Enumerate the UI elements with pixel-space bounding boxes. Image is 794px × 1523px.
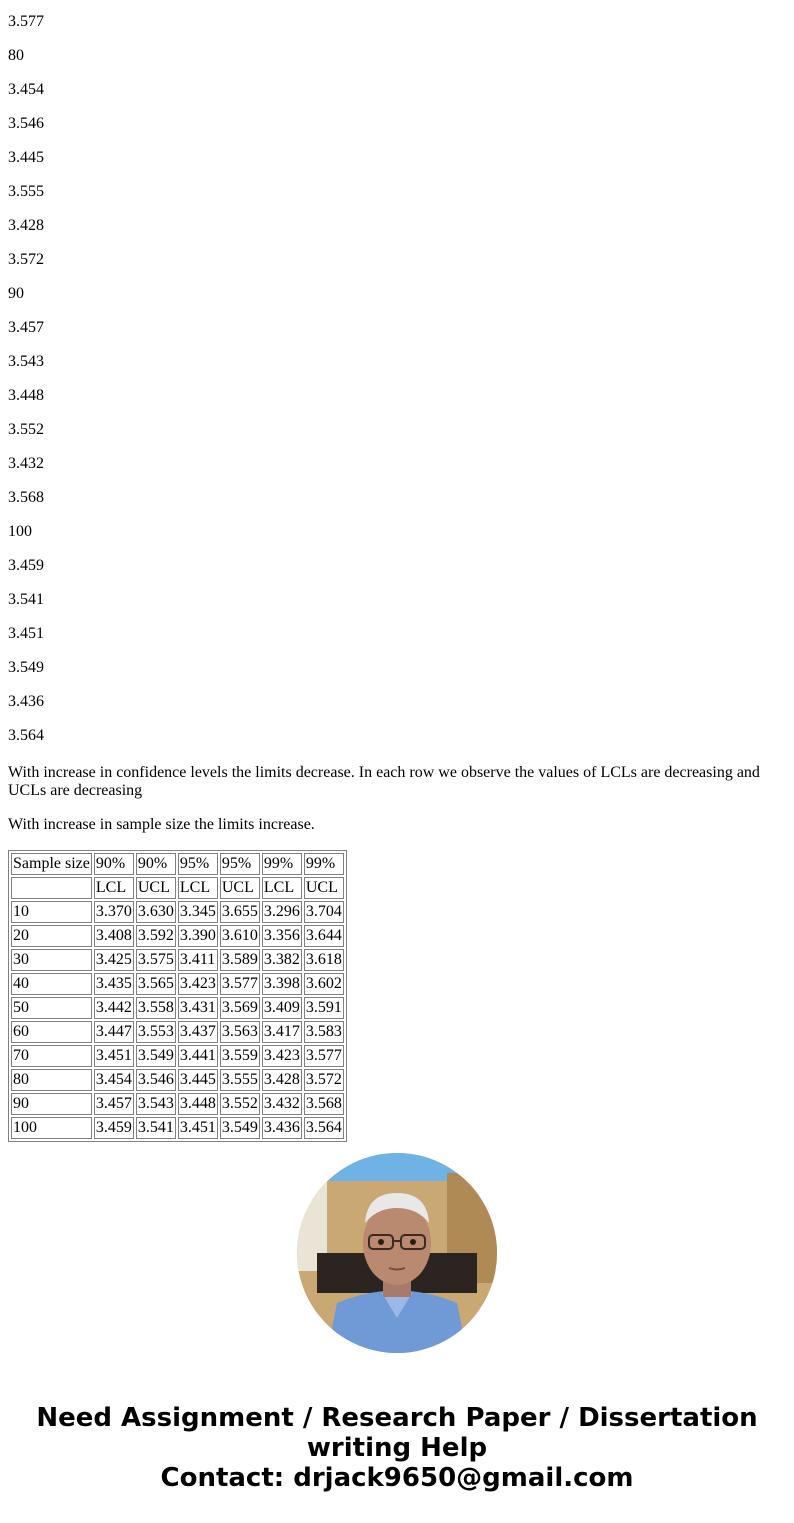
table-cell: 3.423 bbox=[178, 973, 218, 995]
table-cell: 3.655 bbox=[220, 901, 260, 923]
table-cell: 3.451 bbox=[94, 1045, 134, 1067]
person-photo-icon bbox=[297, 1153, 497, 1353]
value-line: 3.459 bbox=[8, 557, 44, 574]
value-line: 80 bbox=[8, 47, 24, 64]
table-cell: 3.423 bbox=[262, 1045, 302, 1067]
table-cell: 3.568 bbox=[304, 1093, 344, 1115]
table-cell: 3.591 bbox=[304, 997, 344, 1019]
value-line: 3.577 bbox=[8, 13, 44, 30]
table-cell: 3.442 bbox=[94, 997, 134, 1019]
table-header-cell bbox=[11, 877, 92, 899]
value-line: 3.546 bbox=[8, 115, 44, 132]
table-cell: 3.408 bbox=[94, 925, 134, 947]
value-line: 3.568 bbox=[8, 489, 44, 506]
values-list bbox=[8, 0, 786, 748]
table-row bbox=[11, 925, 344, 947]
table-cell: 3.565 bbox=[136, 973, 176, 995]
cta-line: Need Assignment / Research Paper / Dissertation bbox=[36, 1403, 758, 1433]
table-row bbox=[11, 973, 344, 995]
table-cell: 3.546 bbox=[136, 1069, 176, 1091]
table-cell: 3.555 bbox=[220, 1069, 260, 1091]
table-row bbox=[11, 901, 344, 923]
value-line: 3.451 bbox=[8, 625, 44, 642]
table-cell: 3.564 bbox=[304, 1117, 344, 1139]
table-cell: 3.411 bbox=[178, 949, 218, 971]
table-header-cell: 95% bbox=[178, 853, 218, 875]
table-cell: 3.431 bbox=[178, 997, 218, 1019]
table-header-cell: 90% bbox=[136, 853, 176, 875]
table-header-cell: 99% bbox=[304, 853, 344, 875]
table-cell: 3.382 bbox=[262, 949, 302, 971]
table-cell: 3.436 bbox=[262, 1117, 302, 1139]
table-cell: 3.589 bbox=[220, 949, 260, 971]
table-header-row bbox=[11, 853, 344, 875]
table-cell: 80 bbox=[11, 1069, 92, 1091]
table-cell: 3.610 bbox=[220, 925, 260, 947]
table-cell: 30 bbox=[11, 949, 92, 971]
table-cell: 3.356 bbox=[262, 925, 302, 947]
table-cell: 3.459 bbox=[94, 1117, 134, 1139]
value-line: 3.572 bbox=[8, 251, 44, 268]
table-header-cell: LCL bbox=[178, 877, 218, 899]
value-line: 3.454 bbox=[8, 81, 44, 98]
table-cell: 100 bbox=[11, 1117, 92, 1139]
table-cell: 3.451 bbox=[178, 1117, 218, 1139]
table-cell: 20 bbox=[11, 925, 92, 947]
table-cell: 3.577 bbox=[220, 973, 260, 995]
value-line: 3.543 bbox=[8, 353, 44, 370]
table-cell: 3.704 bbox=[304, 901, 344, 923]
table-cell: 3.409 bbox=[262, 997, 302, 1019]
confidence-note: With increase in confidence levels the limits decrease. In each row we observe the values of LCLs are decreasing and UCLs are decreasing bbox=[8, 764, 760, 799]
table-cell: 3.543 bbox=[136, 1093, 176, 1115]
table-row bbox=[11, 1117, 344, 1139]
table-cell: 3.437 bbox=[178, 1021, 218, 1043]
table-cell: 3.553 bbox=[136, 1021, 176, 1043]
table-cell: 3.630 bbox=[136, 901, 176, 923]
value-line: 3.432 bbox=[8, 455, 44, 472]
table-row bbox=[11, 949, 344, 971]
table-cell: 60 bbox=[11, 1021, 92, 1043]
table-cell: 3.569 bbox=[220, 997, 260, 1019]
table-cell: 3.345 bbox=[178, 901, 218, 923]
table-cell: 3.432 bbox=[262, 1093, 302, 1115]
table-cell: 3.558 bbox=[136, 997, 176, 1019]
table-row bbox=[11, 1045, 344, 1067]
table-cell: 3.425 bbox=[94, 949, 134, 971]
table-cell: 3.417 bbox=[262, 1021, 302, 1043]
value-line: 3.448 bbox=[8, 387, 44, 404]
table-cell: 3.644 bbox=[304, 925, 344, 947]
value-line: 3.564 bbox=[8, 727, 44, 744]
table-header-cell: UCL bbox=[136, 877, 176, 899]
table-header-row bbox=[11, 877, 344, 899]
table-cell: 3.592 bbox=[136, 925, 176, 947]
table-cell: 3.549 bbox=[220, 1117, 260, 1139]
table-cell: 3.577 bbox=[304, 1045, 344, 1067]
value-line: 3.549 bbox=[8, 659, 44, 676]
table-cell: 3.296 bbox=[262, 901, 302, 923]
value-line: 90 bbox=[8, 285, 24, 302]
table-cell: 40 bbox=[11, 973, 92, 995]
table-cell: 3.559 bbox=[220, 1045, 260, 1067]
table-header-cell: 95% bbox=[220, 853, 260, 875]
table-cell: 3.618 bbox=[304, 949, 344, 971]
table-cell: 3.549 bbox=[136, 1045, 176, 1067]
value-line: 3.552 bbox=[8, 421, 44, 438]
value-line: 100 bbox=[8, 523, 32, 540]
table-cell: 3.552 bbox=[220, 1093, 260, 1115]
table-cell: 3.572 bbox=[304, 1069, 344, 1091]
table-header-cell: LCL bbox=[94, 877, 134, 899]
table-cell: 3.428 bbox=[262, 1069, 302, 1091]
table-row bbox=[11, 997, 344, 1019]
table-cell: 70 bbox=[11, 1045, 92, 1067]
table-cell: 3.457 bbox=[94, 1093, 134, 1115]
table-header-cell: 99% bbox=[262, 853, 302, 875]
value-line: 3.428 bbox=[8, 217, 44, 234]
table-row bbox=[11, 1069, 344, 1091]
value-line: 3.436 bbox=[8, 693, 44, 710]
contact-banner bbox=[0, 1403, 794, 1493]
table-cell: 3.583 bbox=[304, 1021, 344, 1043]
table-cell: 3.563 bbox=[220, 1021, 260, 1043]
table-cell: 3.435 bbox=[94, 973, 134, 995]
value-line: 3.555 bbox=[8, 183, 44, 200]
table-cell: 3.445 bbox=[178, 1069, 218, 1091]
table-cell: 3.575 bbox=[136, 949, 176, 971]
table-cell: 3.447 bbox=[94, 1021, 134, 1043]
table-cell: 3.390 bbox=[178, 925, 218, 947]
table-header-cell: LCL bbox=[262, 877, 302, 899]
value-line: 3.457 bbox=[8, 319, 44, 336]
sample-size-note: With increase in sample size the limits increase. bbox=[8, 816, 315, 833]
table-header-cell: 90% bbox=[94, 853, 134, 875]
table-row bbox=[11, 1093, 344, 1115]
table-cell: 3.454 bbox=[94, 1069, 134, 1091]
table-cell: 90 bbox=[11, 1093, 92, 1115]
table-cell: 3.398 bbox=[262, 973, 302, 995]
table-header-cell: UCL bbox=[220, 877, 260, 899]
table-cell: 10 bbox=[11, 901, 92, 923]
table-header-cell: Sample size bbox=[11, 853, 92, 875]
table-cell: 3.370 bbox=[94, 901, 134, 923]
table-cell: 3.448 bbox=[178, 1093, 218, 1115]
cta-contact-line: Contact: drjack9650@gmail.com bbox=[160, 1463, 634, 1493]
table-header-cell: UCL bbox=[304, 877, 344, 899]
cta-line: writing Help bbox=[306, 1433, 488, 1463]
value-line: 3.445 bbox=[8, 149, 44, 166]
author-avatar bbox=[297, 1153, 497, 1353]
table-cell: 3.441 bbox=[178, 1045, 218, 1067]
confidence-limits-table bbox=[8, 850, 347, 1142]
value-line: 3.541 bbox=[8, 591, 44, 608]
table-cell: 3.541 bbox=[136, 1117, 176, 1139]
table-cell: 50 bbox=[11, 997, 92, 1019]
table-row bbox=[11, 1021, 344, 1043]
table-cell: 3.602 bbox=[304, 973, 344, 995]
